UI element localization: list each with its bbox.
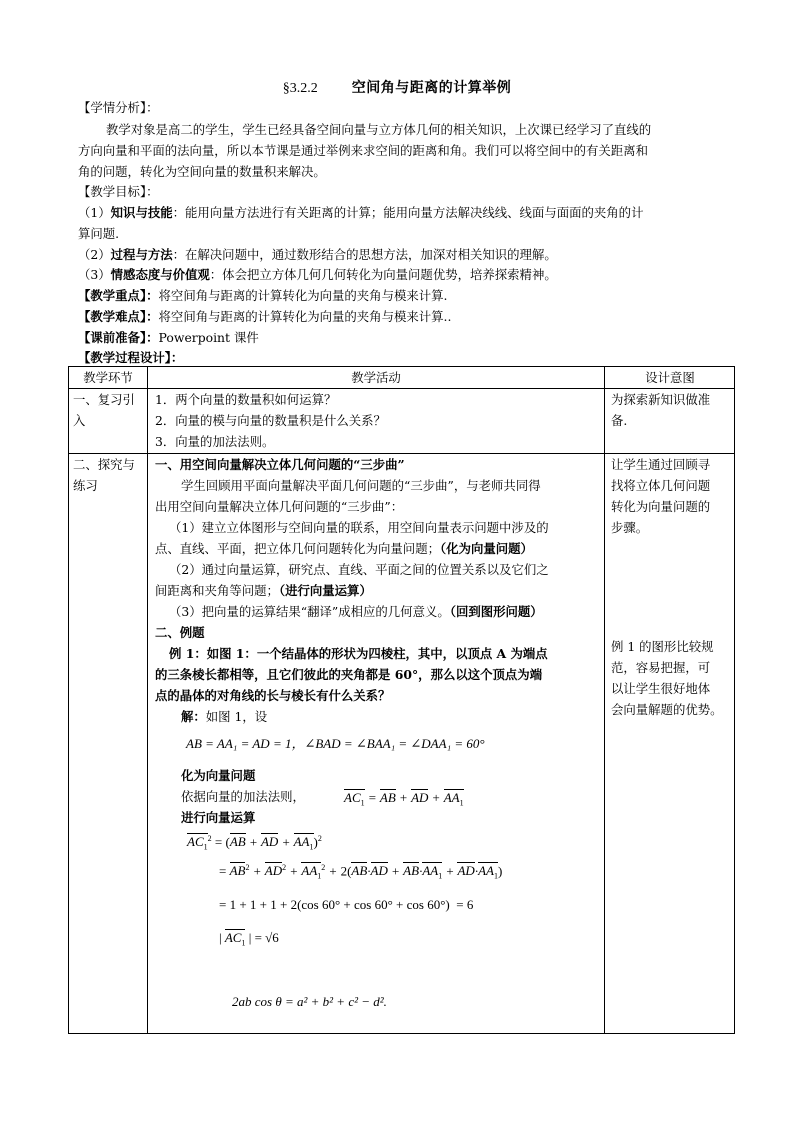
stage-explore: 二、探究与 练习 bbox=[73, 457, 135, 493]
goal-2: （2）过程与方法：在解决问题中，通过数形结合的思想方法，加深对相关知识的理解。 bbox=[78, 247, 557, 262]
list-item: 3．向量的加法法则。 bbox=[155, 434, 275, 449]
header-stage: 教学环节 bbox=[83, 370, 133, 385]
example-line: 的三条棱长都相等，且它们彼此的夹角都是 60°，那么以这个顶点为端 bbox=[155, 667, 543, 682]
equation-line-3: = 1 + 1 + 1 + 2(cos 60° + cos 60° + cos 60°) = 6 bbox=[219, 897, 474, 912]
step-2-continued: 间距离和夹角等问题；（进行向量运算） bbox=[155, 583, 372, 598]
analysis-line: 角的问题，转化为空间向量的数量积来解决。 bbox=[78, 164, 326, 179]
column-divider bbox=[604, 367, 605, 1033]
step-3: （3）把向量的运算结果“翻译”成相应的几何意义。（回到图形问题） bbox=[169, 604, 543, 619]
heading-examples: 二、例题 bbox=[155, 625, 205, 640]
process-label: 【教学过程设计】： bbox=[78, 350, 184, 365]
preparation: 【课前准备】：Powerpoint 课件 bbox=[78, 330, 259, 345]
heading-three-steps: 一、用空间向量解决立体几何问题的“三步曲” bbox=[155, 457, 405, 472]
analysis-line: 方向向量和平面的法向量，所以本节课是通过举例来求空间的距离和角。我们可以将空间中的有关距离和 bbox=[78, 143, 648, 158]
equation-line-2: = $AB^2 + AD^2 + AA_1^2 + 2(AB\cdot AD + AB\cdot AA_1 + AD\cdot AA_1)$ bbox=[219, 863, 503, 881]
section-title: 空间角与距离的计算举例 bbox=[351, 80, 512, 96]
goals-label: 【教学目标】： bbox=[78, 184, 159, 199]
vector-sum-equation: $AC_1$ = AB + AD + $AA_1$ bbox=[344, 790, 464, 808]
goal-3: （3）情感态度与价值观：体会把立方体几何几何转化为向量问题优势，培养探索精神。 bbox=[78, 267, 557, 282]
solution-line: 解：如图 1，设 bbox=[181, 709, 268, 724]
difficulty: 【教学难点】：将空间角与距离的计算转化为向量的夹角与模来计算.. bbox=[78, 309, 452, 324]
equation-line-1: $AC_1^2 = (AB$ + AD + $AA_1)^2$ bbox=[187, 834, 322, 852]
intent-example: 例 1 的图形比较规 范，容易把握，可 以让学生很好地体 会向量解题的优势。 bbox=[611, 639, 723, 717]
intent-review: 为探索新知识做准 备. bbox=[611, 392, 711, 428]
step-1: （1）建立立体图形与空间向量的联系，用空间向量表示问题中涉及的 bbox=[169, 520, 549, 535]
intent-three-steps: 让学生通过回顾寻 找将立体几何问题 转化为向量问题的 步骤。 bbox=[611, 457, 711, 535]
given-equation: AB = AA₁ = AD = 1，∠BAD = ∠BAA₁ = ∠DAA₁ = 60° bbox=[186, 736, 485, 751]
example-line: 点的晶体的对角线的长与棱长有什么关系？ bbox=[155, 688, 391, 703]
lesson-table bbox=[68, 366, 735, 1034]
page-title bbox=[0, 77, 794, 97]
goal-1: （1）知识与技能：能用向量方法进行有关距离的计算；能用向量方法解决线线、线面与面面的夹角的计 bbox=[78, 205, 644, 220]
rule-text: 依据向量的加法法则， bbox=[181, 789, 305, 804]
section-number: §3.2.2 bbox=[282, 81, 318, 96]
header-activity: 教学活动 bbox=[351, 370, 401, 385]
step-1-continued: 点、直线、平面，把立体几何问题转化为向量问题；（化为向量问题） bbox=[155, 541, 533, 556]
three-step-section bbox=[155, 454, 549, 727]
step-compute: 进行向量运算 bbox=[181, 810, 256, 825]
example-line: 例 1：如图 1：一个结晶体的形状为四棱柱，其中，以顶点 A 为端点 bbox=[169, 646, 548, 661]
list-item: 1．两个向量的数量积如何运算？ bbox=[155, 392, 337, 407]
paragraph-line: 学生回顾用平面向量解决平面几何问题的“三步曲”，与老师共同得 bbox=[181, 478, 541, 493]
analysis-label: 【学情分析】： bbox=[78, 100, 159, 115]
step-vectorize: 化为向量问题 bbox=[181, 768, 256, 783]
column-divider bbox=[147, 367, 148, 1033]
key-point: 【教学重点】：将空间角与距离的计算转化为向量的夹角与模来计算. bbox=[78, 288, 448, 303]
step-2: （2）通过向量运算，研究点、直线、平面之间的位置关系以及它们之 bbox=[169, 562, 549, 577]
paragraph-line: 出用空间向量解决立体几何问题的“三步曲”： bbox=[155, 499, 404, 514]
equation-line-4: | $AC_1$ | = √6 bbox=[219, 930, 279, 948]
stage-review: 一、复习引 入 bbox=[73, 392, 135, 428]
header-intent: 设计意图 bbox=[645, 370, 695, 385]
goal-1-continued: 算问题. bbox=[78, 226, 120, 241]
law-of-cosines: 2ab cos θ = a² + b² + c² − d². bbox=[232, 994, 387, 1009]
list-item: 2．向量的模与向量的数量积是什么关系？ bbox=[155, 413, 386, 428]
review-questions bbox=[155, 389, 386, 452]
analysis-line: 教学对象是高二的学生，学生已经具备空间向量与立方体几何的相关知识，上次课已经学习了直线的 bbox=[106, 122, 652, 137]
